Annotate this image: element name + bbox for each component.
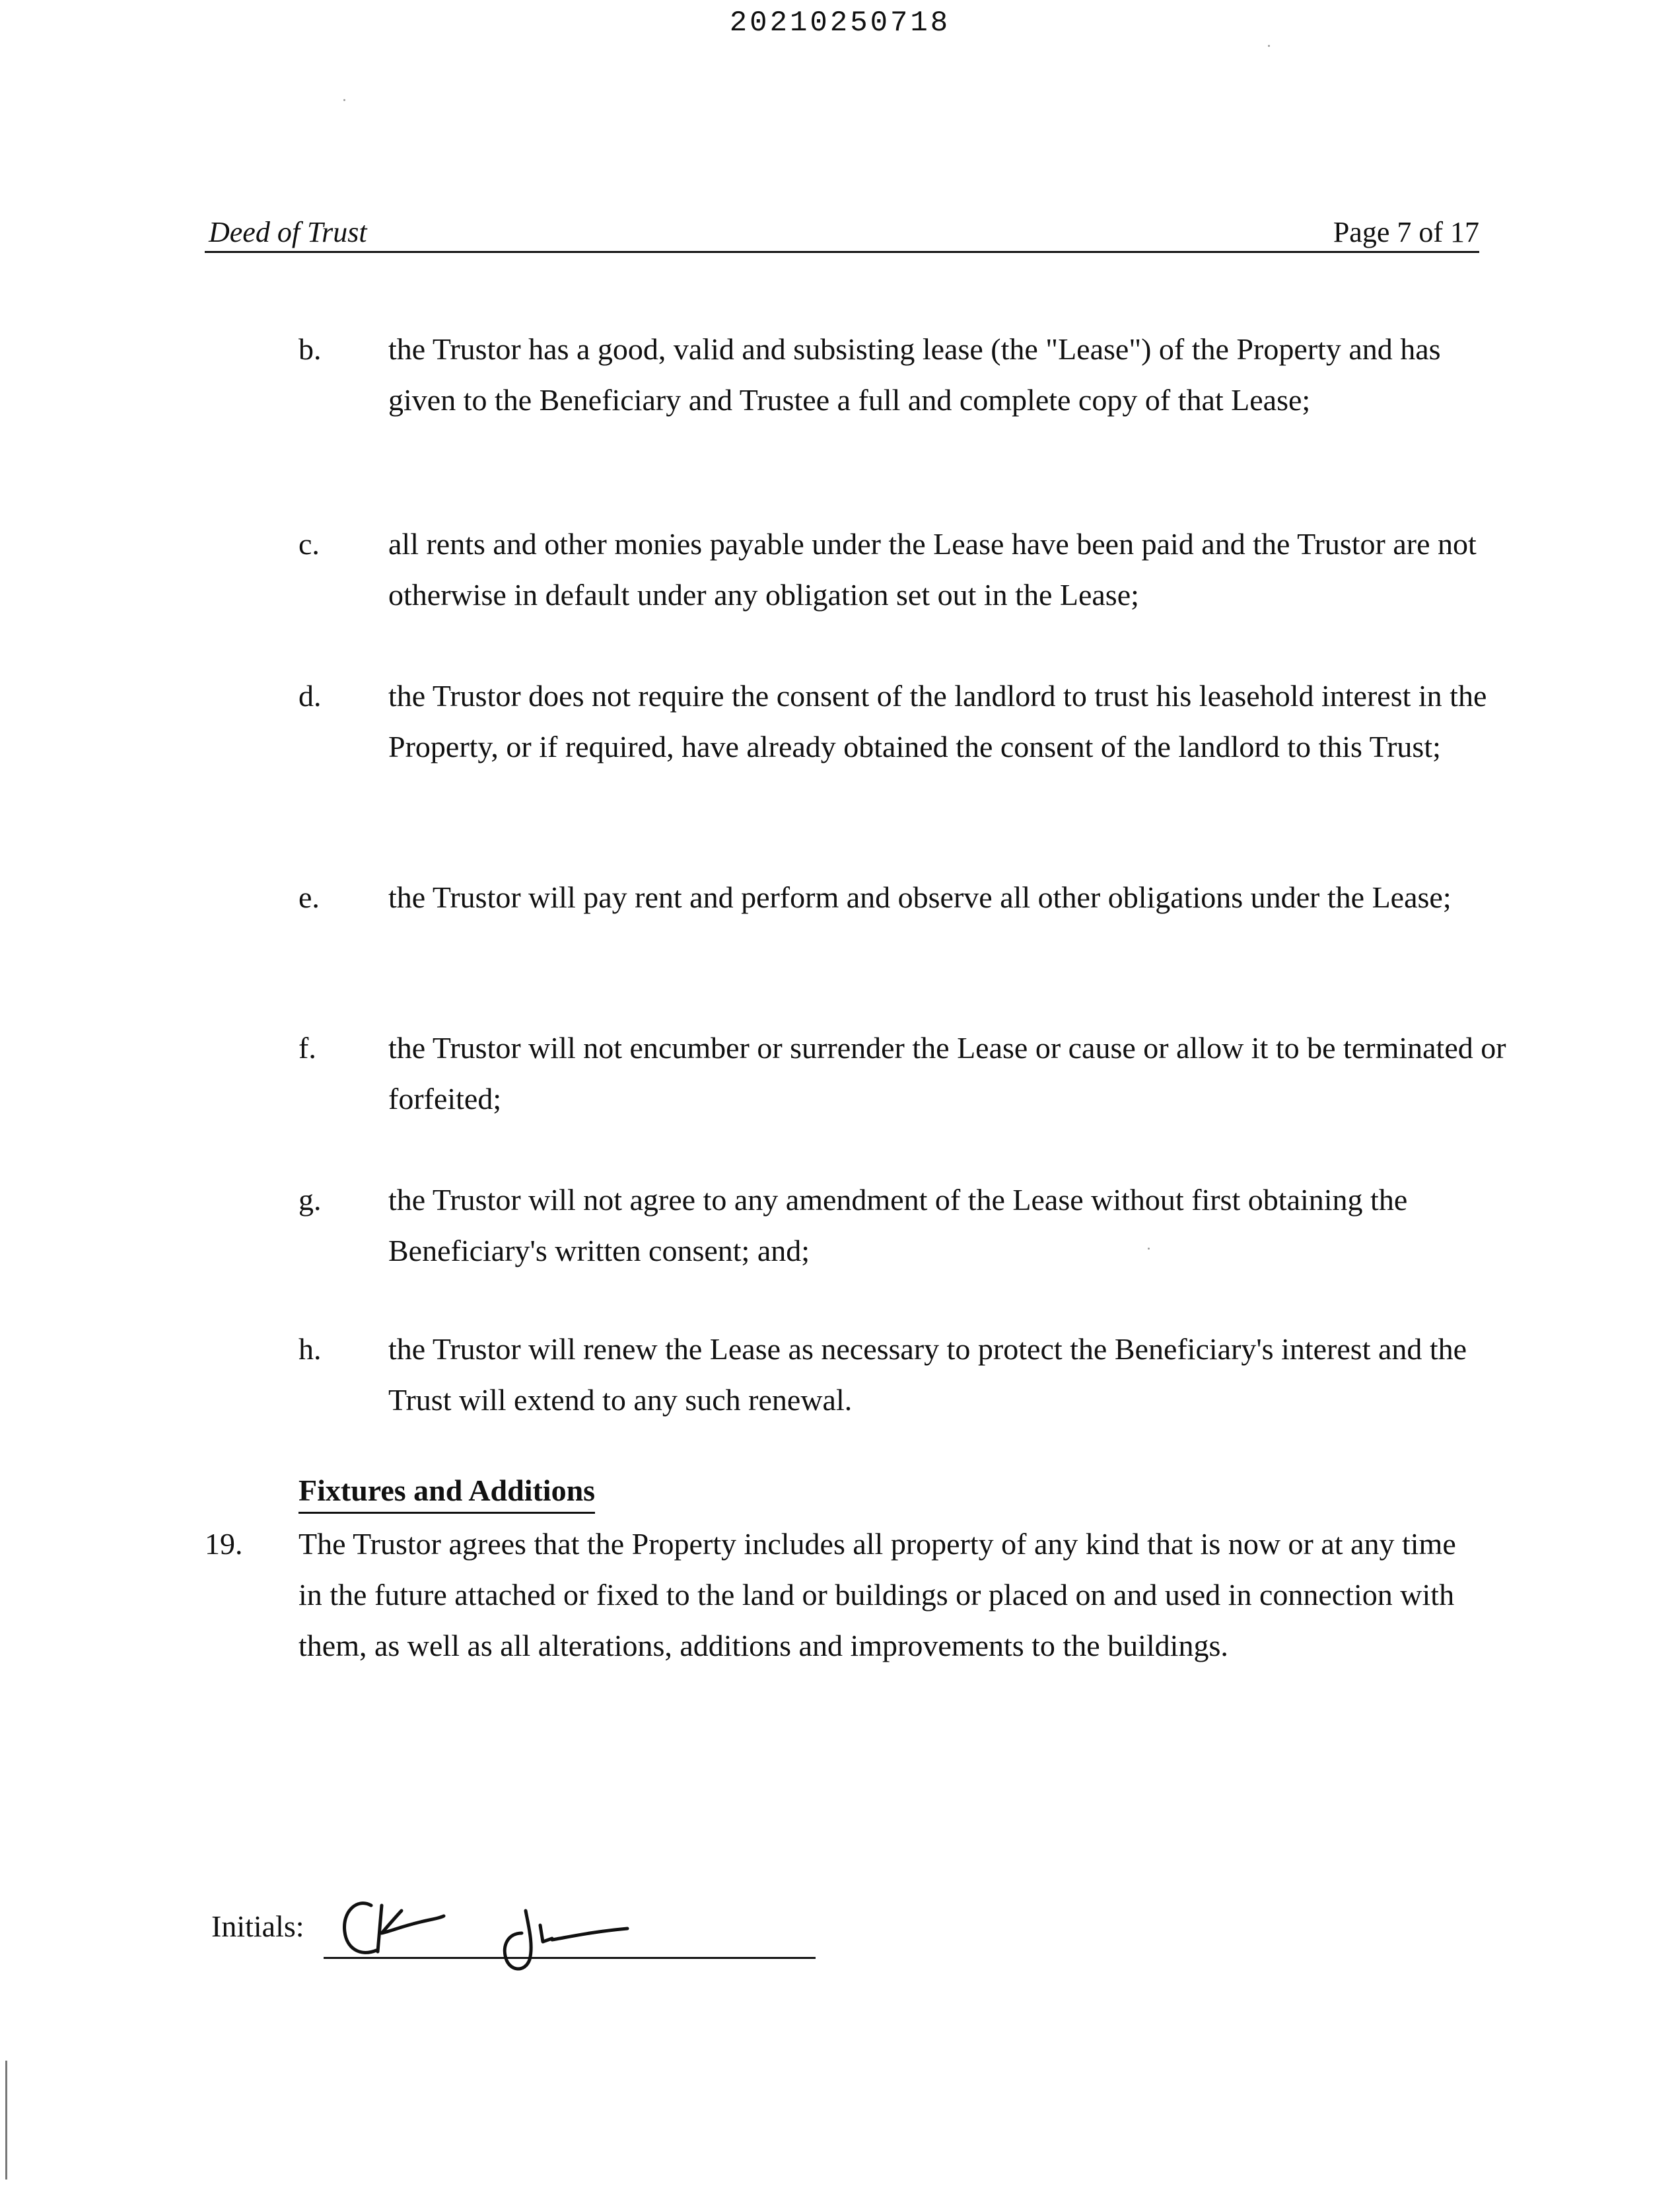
item-text: the Trustor will not encumber or surrender the Lease or cause or allow it to be terminated or forfeited; xyxy=(388,1031,1506,1116)
item-letter: h. xyxy=(298,1332,322,1366)
page-header xyxy=(205,213,1479,253)
scan-edge-mark xyxy=(5,2061,7,2180)
page-number: Page 7 of 17 xyxy=(1333,216,1479,248)
document-title: Deed of Trust xyxy=(209,216,367,248)
item-letter: g. xyxy=(298,1183,322,1217)
item-letter: c. xyxy=(298,527,320,561)
scan-speck xyxy=(1148,1248,1150,1250)
scan-speck xyxy=(343,99,345,101)
scan-speck xyxy=(1268,45,1270,47)
section-text: The Trustor agrees that the Property includes all property of any kind that is now or at any time in the future attached or fixed to the land or buildings or placed on and used in connection with them, as well as all alterations, additions and improvements to the buildings. xyxy=(298,1527,1456,1662)
section-heading: Fixtures and Additions xyxy=(298,1471,595,1514)
item-letter: b. xyxy=(298,332,322,366)
item-text: the Trustor will not agree to any amendment of the Lease without first obtaining the Beneficiary's written consent; and; xyxy=(388,1183,1408,1267)
initials-label: Initials: xyxy=(211,1909,304,1943)
item-letter: f. xyxy=(298,1031,316,1065)
item-letter: d. xyxy=(298,679,322,713)
item-letter: e. xyxy=(298,880,320,914)
item-text: the Trustor does not require the consent of the landlord to trust his leasehold interest in the Property, or if required, have already obtained the consent of the landlord to this Trust; xyxy=(388,679,1487,763)
initials-signature xyxy=(330,1879,660,1991)
recording-number: 20210250718 xyxy=(729,7,951,40)
item-text: all rents and other monies payable under the Lease have been paid and the Trustor are not otherwise in default under any obligation set out in the Lease; xyxy=(388,527,1477,612)
item-text: the Trustor has a good, valid and subsisting lease (the "Lease") of the Property and has given to the Beneficiary and Trustee a full and complete copy of that Lease; xyxy=(388,332,1441,417)
item-text: the Trustor will pay rent and perform and observe all other obligations under the Lease; xyxy=(388,880,1452,914)
section-number: 19. xyxy=(205,1527,243,1561)
item-text: the Trustor will renew the Lease as necessary to protect the Beneficiary's interest and the Trust will extend to any such renewal. xyxy=(388,1332,1467,1417)
